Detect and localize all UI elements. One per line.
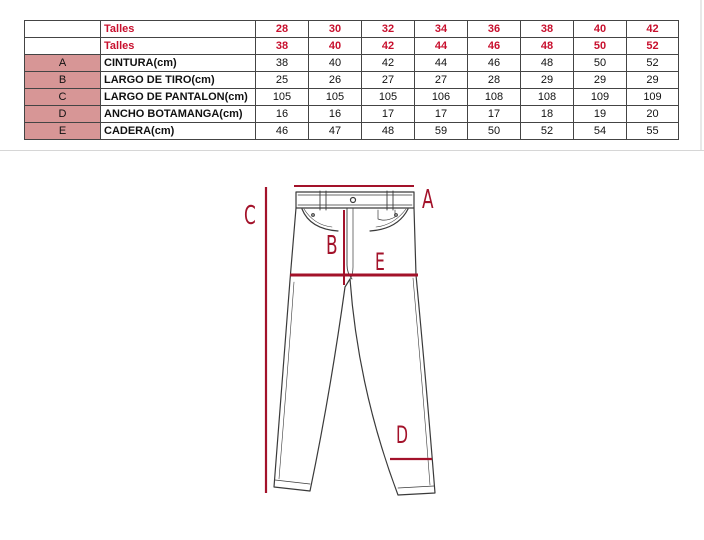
value-cell: 50 bbox=[574, 55, 627, 72]
rivet-right bbox=[395, 214, 398, 217]
measure-label: LARGO DE PANTALON(cm) bbox=[101, 89, 256, 106]
size-cell: 30 bbox=[309, 21, 362, 38]
pocket-right bbox=[370, 209, 408, 231]
value-cell: 109 bbox=[627, 89, 679, 106]
value-cell: 28 bbox=[468, 72, 521, 89]
label-b: B bbox=[326, 231, 338, 261]
label-c: C bbox=[244, 201, 256, 231]
value-cell: 106 bbox=[415, 89, 468, 106]
size-cell: 52 bbox=[627, 38, 679, 55]
leg-seam-left bbox=[279, 282, 294, 479]
rivet-left bbox=[312, 214, 315, 217]
size-cell: 34 bbox=[415, 21, 468, 38]
hem-stitch-right bbox=[398, 486, 434, 488]
size-cell: 36 bbox=[468, 21, 521, 38]
value-cell: 16 bbox=[256, 106, 309, 123]
size-table bbox=[24, 20, 679, 140]
belt-loop-right bbox=[387, 191, 393, 210]
value-cell: 42 bbox=[362, 55, 415, 72]
pants-outline bbox=[274, 208, 435, 495]
waist-button bbox=[351, 198, 356, 203]
value-cell: 52 bbox=[627, 55, 679, 72]
value-cell: 108 bbox=[468, 89, 521, 106]
size-cell: 40 bbox=[574, 21, 627, 38]
value-cell: 46 bbox=[256, 123, 309, 140]
value-cell: 109 bbox=[574, 89, 627, 106]
value-cell: 105 bbox=[309, 89, 362, 106]
value-cell: 48 bbox=[362, 123, 415, 140]
value-cell: 25 bbox=[256, 72, 309, 89]
value-cell: 29 bbox=[521, 72, 574, 89]
table-row bbox=[25, 55, 679, 72]
page-edge bbox=[700, 0, 702, 150]
measure-key-cell: D bbox=[25, 106, 101, 123]
measure-label: CADERA(cm) bbox=[101, 123, 256, 140]
value-cell: 55 bbox=[627, 123, 679, 140]
size-cell: 40 bbox=[309, 38, 362, 55]
table-row bbox=[25, 123, 679, 140]
measure-key-cell: E bbox=[25, 123, 101, 140]
value-cell: 16 bbox=[309, 106, 362, 123]
table-row bbox=[25, 72, 679, 89]
value-cell: 17 bbox=[415, 106, 468, 123]
value-cell: 40 bbox=[309, 55, 362, 72]
coin-pocket bbox=[378, 210, 395, 220]
label-d: D bbox=[396, 421, 409, 449]
value-cell: 27 bbox=[362, 72, 415, 89]
fly-seam bbox=[347, 208, 352, 279]
measure-label: LARGO DE TIRO(cm) bbox=[101, 72, 256, 89]
size-cell: 48 bbox=[521, 38, 574, 55]
header-label: Talles bbox=[101, 21, 256, 38]
size-cell: 38 bbox=[521, 21, 574, 38]
belt-loop-left bbox=[320, 191, 326, 210]
size-cell: 46 bbox=[468, 38, 521, 55]
size-cell: 38 bbox=[256, 38, 309, 55]
table-header-row bbox=[25, 21, 679, 38]
fly-stitch bbox=[350, 208, 353, 279]
size-cell: 44 bbox=[415, 38, 468, 55]
pocket-left-stitch bbox=[304, 209, 332, 227]
measure-key-cell: B bbox=[25, 72, 101, 89]
value-cell: 19 bbox=[574, 106, 627, 123]
value-cell: 108 bbox=[521, 89, 574, 106]
value-cell: 48 bbox=[521, 55, 574, 72]
value-cell: 44 bbox=[415, 55, 468, 72]
value-cell: 54 bbox=[574, 123, 627, 140]
pants-illustration bbox=[230, 175, 450, 505]
value-cell: 46 bbox=[468, 55, 521, 72]
measure-label: CINTURA(cm) bbox=[101, 55, 256, 72]
table-corner-cell bbox=[25, 38, 101, 55]
value-cell: 105 bbox=[256, 89, 309, 106]
value-cell: 17 bbox=[468, 106, 521, 123]
value-cell: 27 bbox=[415, 72, 468, 89]
measure-label: ANCHO BOTAMANGA(cm) bbox=[101, 106, 256, 123]
page-divider bbox=[0, 150, 704, 151]
value-cell: 50 bbox=[468, 123, 521, 140]
leg-seam-right bbox=[413, 278, 430, 485]
value-cell: 26 bbox=[309, 72, 362, 89]
value-cell: 20 bbox=[627, 106, 679, 123]
value-cell: 29 bbox=[627, 72, 679, 89]
table-row bbox=[25, 89, 679, 106]
label-e: E bbox=[375, 248, 385, 276]
size-cell: 42 bbox=[362, 38, 415, 55]
size-cell: 32 bbox=[362, 21, 415, 38]
measure-key-cell: C bbox=[25, 89, 101, 106]
value-cell: 105 bbox=[362, 89, 415, 106]
table-row bbox=[25, 106, 679, 123]
pocket-left bbox=[302, 209, 338, 231]
table-corner-cell bbox=[25, 21, 101, 38]
value-cell: 38 bbox=[256, 55, 309, 72]
size-cell: 42 bbox=[627, 21, 679, 38]
value-cell: 18 bbox=[521, 106, 574, 123]
measure-key-cell: A bbox=[25, 55, 101, 72]
value-cell: 17 bbox=[362, 106, 415, 123]
value-cell: 59 bbox=[415, 123, 468, 140]
pants-diagram bbox=[230, 175, 450, 505]
value-cell: 29 bbox=[574, 72, 627, 89]
size-cell: 50 bbox=[574, 38, 627, 55]
label-a: A bbox=[422, 185, 434, 215]
table-header-row bbox=[25, 38, 679, 55]
hem-stitch-left bbox=[275, 480, 310, 484]
size-cell: 28 bbox=[256, 21, 309, 38]
value-cell: 47 bbox=[309, 123, 362, 140]
header-label: Talles bbox=[101, 38, 256, 55]
value-cell: 52 bbox=[521, 123, 574, 140]
